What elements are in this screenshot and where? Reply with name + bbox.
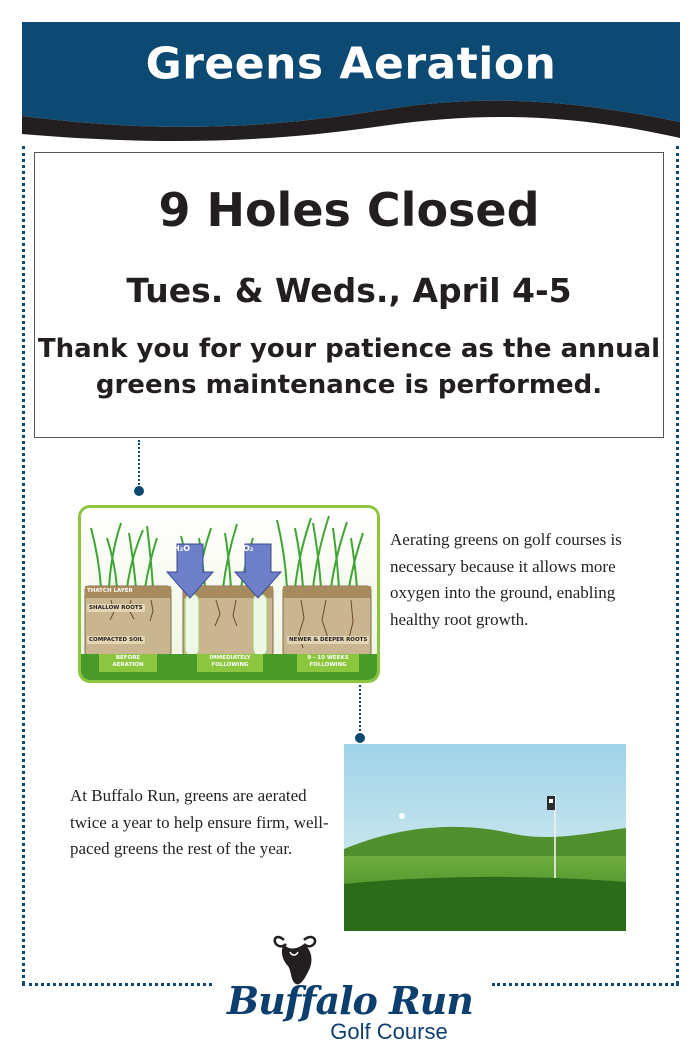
stage-immediately-label	[197, 655, 263, 669]
golf-green-photo	[344, 744, 626, 931]
aeration-diagram	[78, 505, 380, 683]
closure-dates: Tues. & Weds., April 4-5	[126, 271, 572, 310]
stage-before-line-2: AERATION	[112, 662, 144, 668]
logo-subtitle: Golf Course	[330, 1019, 448, 1044]
closure-headline: 9 Holes Closed	[158, 183, 540, 237]
aeration-benefit-text: Aerating greens on golf courses is necessary because it allows more oxygen into the ground, enabling healthy root growth.	[390, 530, 622, 629]
connector-line	[359, 685, 361, 735]
oxygen-label: O₂	[243, 544, 254, 553]
logo-wordmark: Buffalo Run	[227, 978, 473, 1023]
water-label: H₂O	[173, 544, 190, 553]
stage-weeks-line-2: FOLLOWING	[309, 662, 347, 668]
connector-dot	[355, 733, 365, 743]
buffalo-run-text: At Buffalo Run, greens are aerated twice a year to help ensure firm, well-paced greens the rest of the year.	[70, 786, 329, 858]
deeper-roots-label: NEWER & DEEPER ROOTS	[289, 637, 368, 643]
header-banner	[22, 22, 680, 144]
connector-dot	[134, 486, 144, 496]
stage-weeks-label	[297, 655, 359, 669]
stage-immediately-line-2: FOLLOWING	[211, 662, 249, 668]
closure-notice	[34, 152, 664, 438]
connector-line	[138, 440, 140, 488]
stage-immediately-line-1: IMMEDIATELY	[209, 655, 251, 661]
stage-before-label	[99, 655, 157, 669]
thatch-layer-label: THATCH LAYER	[87, 588, 133, 594]
stage-before-line-1: BEFORE	[115, 655, 141, 661]
shallow-roots-label: SHALLOW ROOTS	[89, 605, 143, 611]
compacted-soil-label: COMPACTED SOIL	[89, 637, 144, 643]
stage-weeks-line-1: 9 - 10 WEEKS	[307, 655, 349, 661]
closure-message: Thank you for your patience as the annual greens maintenance is performed.	[37, 334, 661, 400]
frame-right-border	[676, 146, 679, 984]
page-title: Greens Aeration	[145, 38, 557, 90]
frame-left-border	[22, 146, 25, 984]
